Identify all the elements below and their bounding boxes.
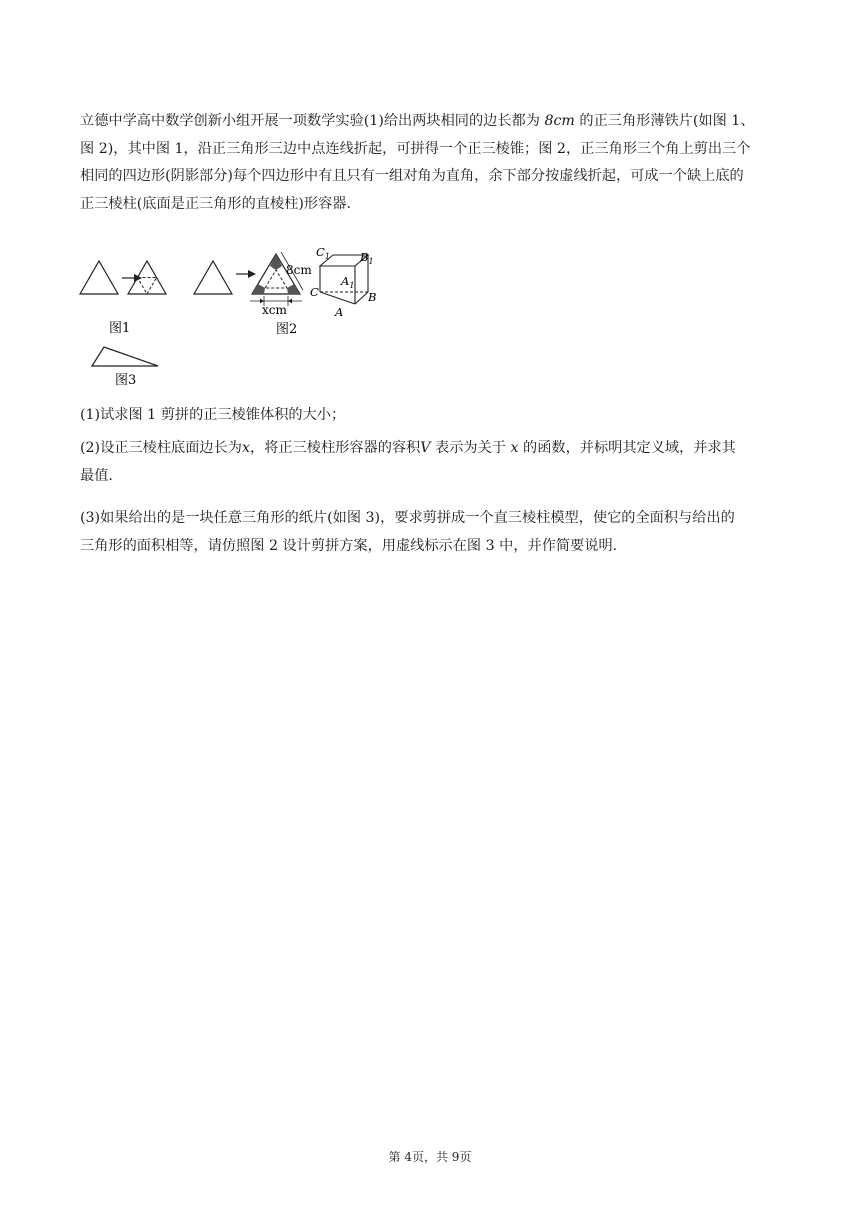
fig2-dim-x-arrow-right xyxy=(288,299,292,304)
math-V: V xyxy=(420,440,431,456)
fig2-shaded-corner-right xyxy=(287,284,300,294)
question-1-text: (1)试求图 1 剪拼的正三棱锥体积的大小； xyxy=(80,407,346,423)
figure-3 xyxy=(90,344,170,390)
question-3-line-2: 三角形的面积相等，请仿照图 2 设计剪拼方案，用虚线标示在图 3 中，并作简要说明. xyxy=(80,537,618,554)
fig2-arrow-head xyxy=(248,270,256,278)
prism-label-A: A xyxy=(335,305,344,319)
question-1 xyxy=(80,402,784,430)
math-x: x xyxy=(241,440,250,456)
fig3-triangle xyxy=(92,347,158,366)
fig2-caption: 图2 xyxy=(276,322,298,337)
intro-line-3: 相同的四边形(阴影部分)每个四边形中有且只有一组对角为直角，余下部分按虚线折起，可成一个缺上底的 xyxy=(80,168,744,184)
fig2-triangle-original xyxy=(194,261,232,294)
question-3-line-1: (3)如果给出的是一块任意三角形的纸片(如图 3)，要求剪拼成一个直三棱柱模型，使它的全面积与给出的 xyxy=(80,510,735,526)
fig3-caption: 图3 xyxy=(115,373,137,388)
fig1-caption: 图1 xyxy=(109,321,131,336)
intro-line-4: 正三棱柱(底面是正三角形的直棱柱)形容器. xyxy=(80,195,351,212)
math-x: x xyxy=(510,440,519,456)
fig2-label-xcm: xcm xyxy=(262,303,287,317)
prism-label-B: B xyxy=(368,290,377,304)
prism-label-C: C xyxy=(310,285,319,299)
prism-label-C1: $C_1$ xyxy=(316,246,330,261)
question-2-line-2: 最值. xyxy=(80,467,113,484)
prism-bottom-AB xyxy=(355,292,368,304)
figure-2 xyxy=(190,246,390,338)
prism-bottom-CA xyxy=(320,292,355,304)
page-footer: 第 4页，共 9页 xyxy=(388,1150,472,1164)
fig1-fold-lines xyxy=(138,278,157,295)
question-2 xyxy=(80,435,784,490)
fig2-shaded-corner-left xyxy=(252,284,265,294)
figure-1 xyxy=(78,258,173,338)
prism-label-B1: $B_1$ xyxy=(360,250,374,266)
prism-label-A1: $A_1$ xyxy=(341,274,355,290)
fig2-label-8cm: 8cm xyxy=(286,263,312,277)
math-8cm: 8cm xyxy=(544,113,575,129)
question-3 xyxy=(80,505,784,560)
fig1-triangle-original xyxy=(80,261,118,294)
intro-paragraph xyxy=(80,108,784,218)
question-2-line-1: (2)设正三棱柱底面边长为x，将正三棱柱形容器的容积V 表示为关于 x 的函数，并标明其定义域，并求其 xyxy=(80,440,736,456)
intro-line-2: 图 2)，其中图 1，沿正三角形三边中点连线折起，可拼得一个正三棱锥；图 2，正三角形三个角上剪出三个 xyxy=(80,140,751,157)
intro-line-1: 立德中学高中数学创新小组开展一项数学实验(1)给出两块相同的边长都为 8cm 的正三角形薄铁片(如图 1、 xyxy=(80,113,755,129)
fig2-fold-lines xyxy=(265,270,287,288)
